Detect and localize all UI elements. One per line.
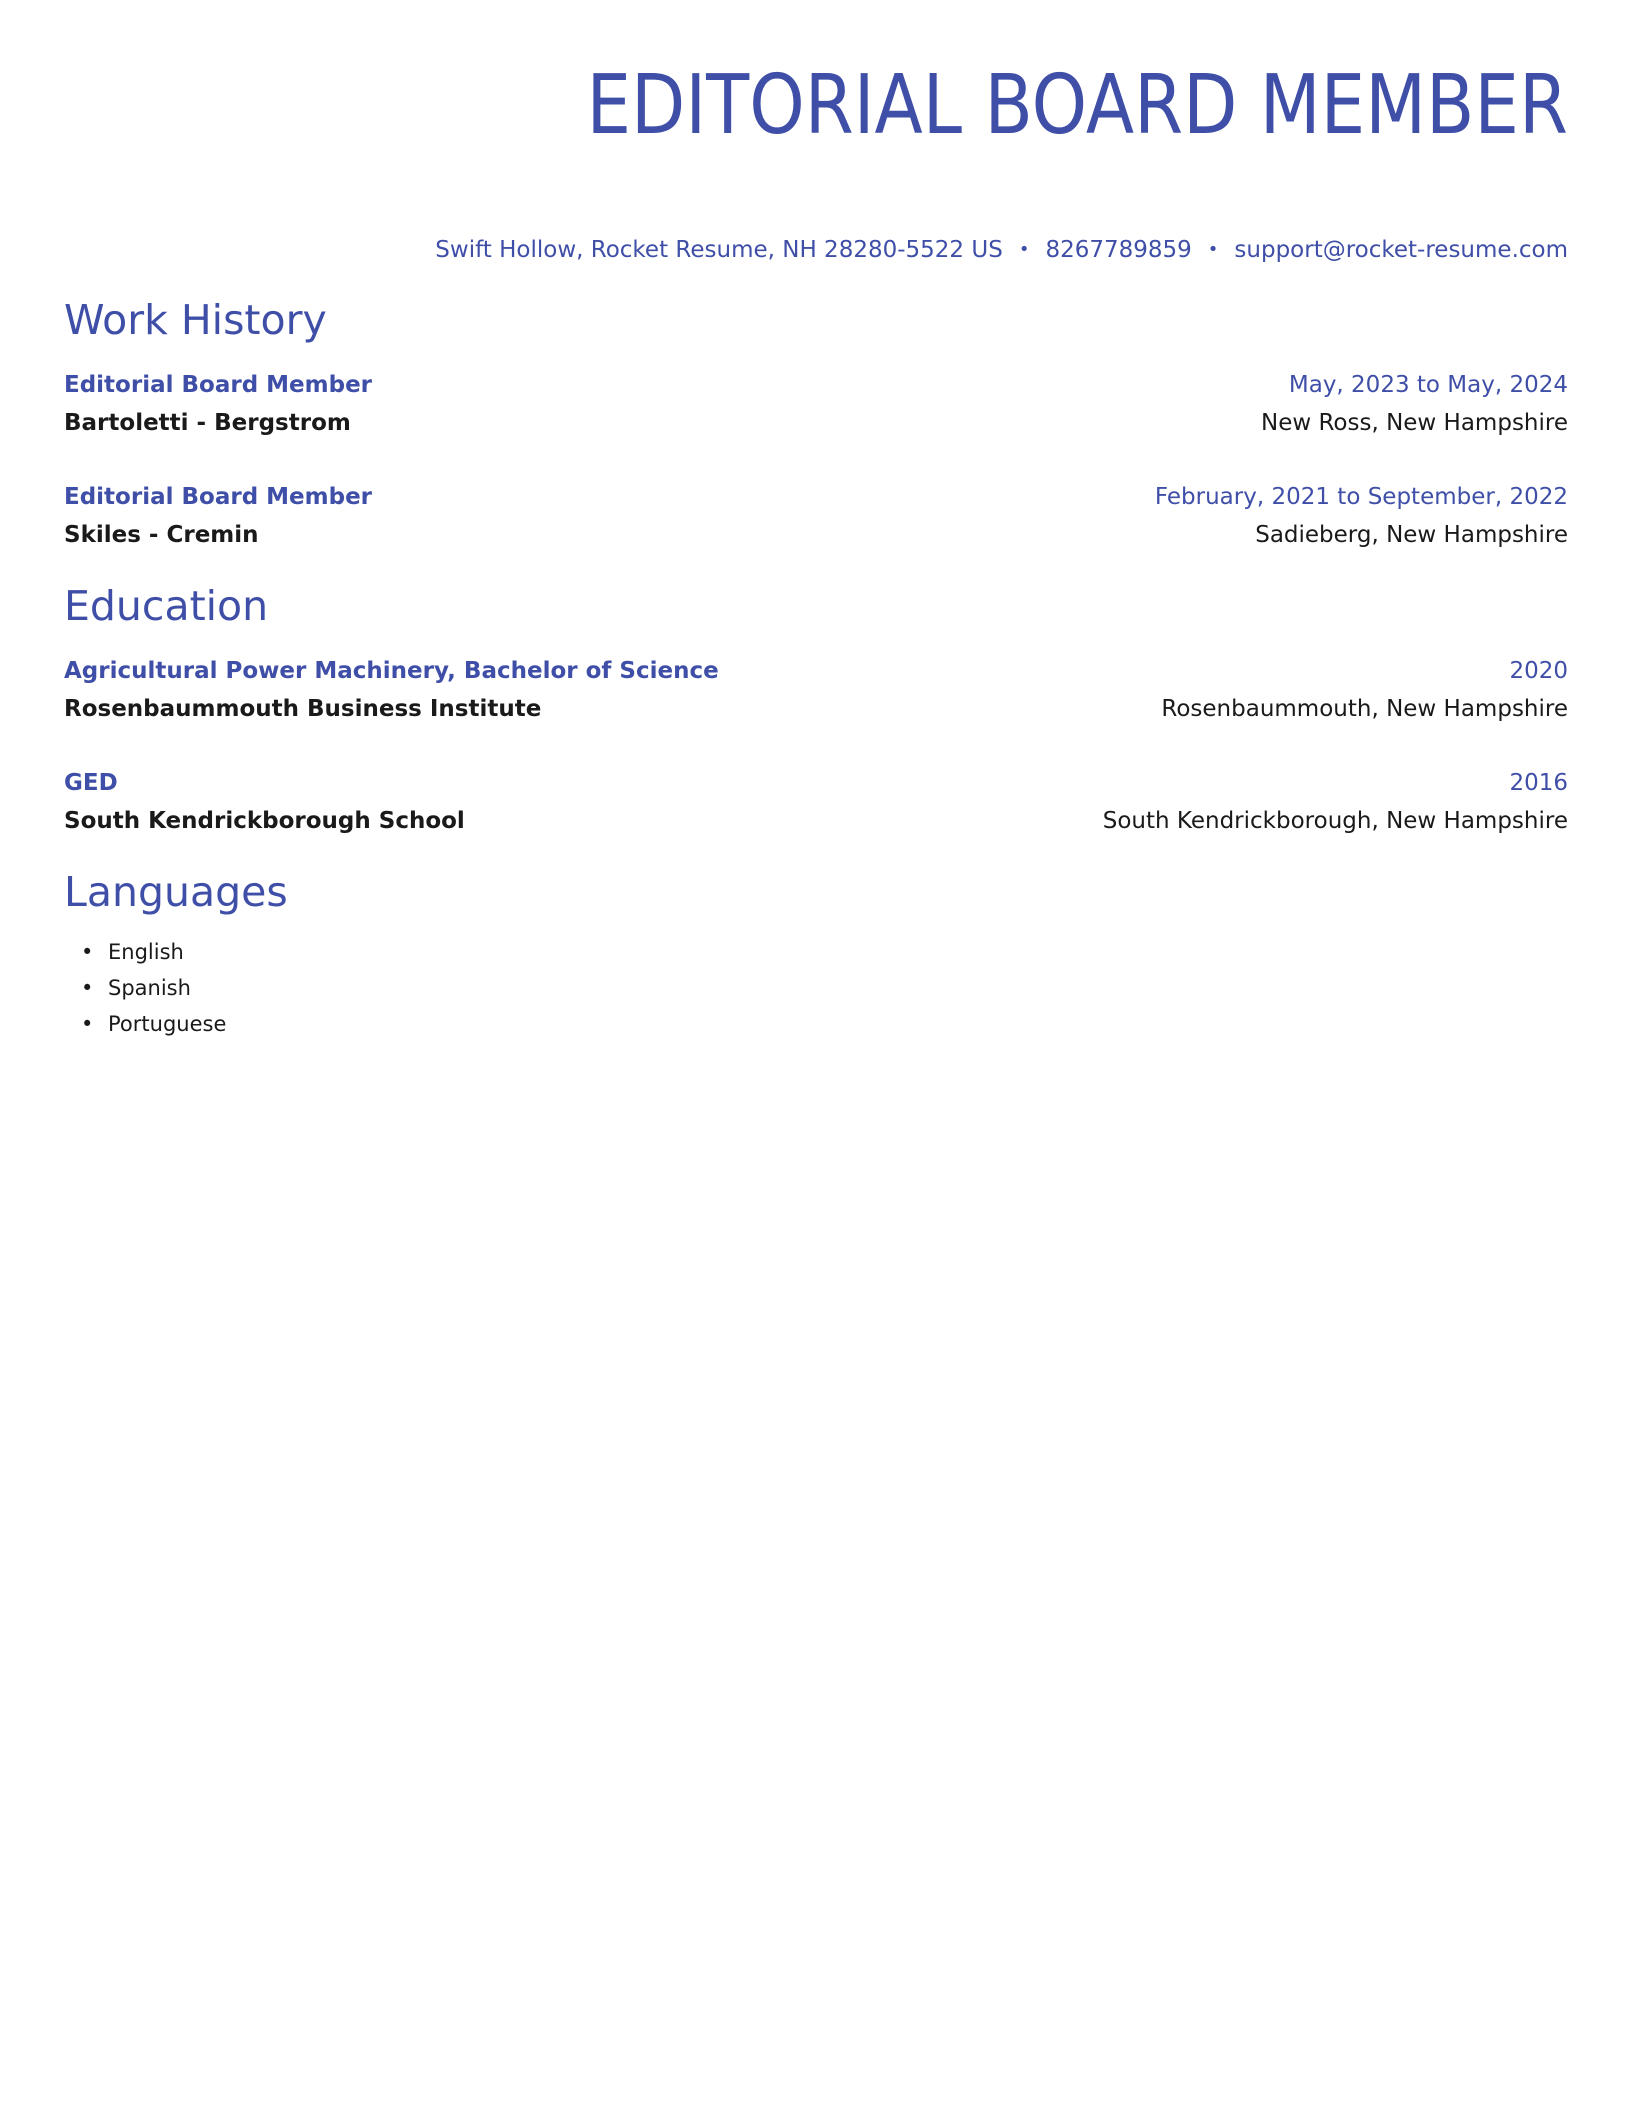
education-entry [64, 652, 1568, 728]
section-heading-education: Education [64, 582, 269, 630]
bullet-icon: • [81, 976, 94, 1000]
job-role: Editorial Board Member [64, 484, 373, 510]
work-entry [64, 478, 1568, 554]
resume-title: EDITORIAL BOARD MEMBER [586, 58, 1568, 153]
education-degree: GED [64, 770, 118, 796]
job-location: Sadieberg, New Hampshire [1255, 522, 1568, 548]
job-role: Editorial Board Member [64, 372, 373, 398]
bullet-icon: • [81, 940, 94, 964]
work-entry [64, 366, 1568, 442]
list-item [81, 970, 1568, 1006]
languages-list [64, 934, 1568, 1042]
work-history-section [64, 294, 1568, 554]
job-dates: May, 2023 to May, 2024 [1288, 372, 1568, 398]
job-dates: February, 2021 to September, 2022 [1154, 484, 1568, 510]
education-degree: Agricultural Power Machinery, Bachelor of Science [64, 658, 719, 684]
contact-line [64, 234, 1568, 266]
bullet-separator-icon: • [1018, 239, 1030, 260]
language-name: Spanish [108, 976, 191, 1000]
language-name: Portuguese [108, 1012, 227, 1036]
resume-header [64, 56, 1568, 266]
job-company: Bartoletti - Bergstrom [64, 410, 351, 436]
section-heading-work-history: Work History [64, 296, 327, 344]
section-heading-languages: Languages [64, 868, 288, 916]
bullet-separator-icon: • [1207, 239, 1219, 260]
list-item [81, 1006, 1568, 1042]
education-location: South Kendrickborough, New Hampshire [1102, 808, 1568, 834]
languages-section [64, 866, 1568, 1042]
education-entry [64, 764, 1568, 840]
list-item [81, 934, 1568, 970]
education-year: 2016 [1509, 770, 1568, 796]
bullet-icon: • [81, 1012, 94, 1036]
contact-address: Swift Hollow, Rocket Resume, NH 28280-5522 US [435, 237, 1003, 263]
contact-phone: 8267789859 [1045, 237, 1192, 263]
education-school: South Kendrickborough School [64, 808, 465, 834]
education-location: Rosenbaummouth, New Hampshire [1161, 696, 1568, 722]
job-location: New Ross, New Hampshire [1260, 410, 1568, 436]
education-school: Rosenbaummouth Business Institute [64, 696, 542, 722]
education-year: 2020 [1509, 658, 1568, 684]
job-company: Skiles - Cremin [64, 522, 259, 548]
education-section [64, 580, 1568, 840]
contact-email: support@rocket-resume.com [1234, 237, 1568, 263]
language-name: English [108, 940, 184, 964]
